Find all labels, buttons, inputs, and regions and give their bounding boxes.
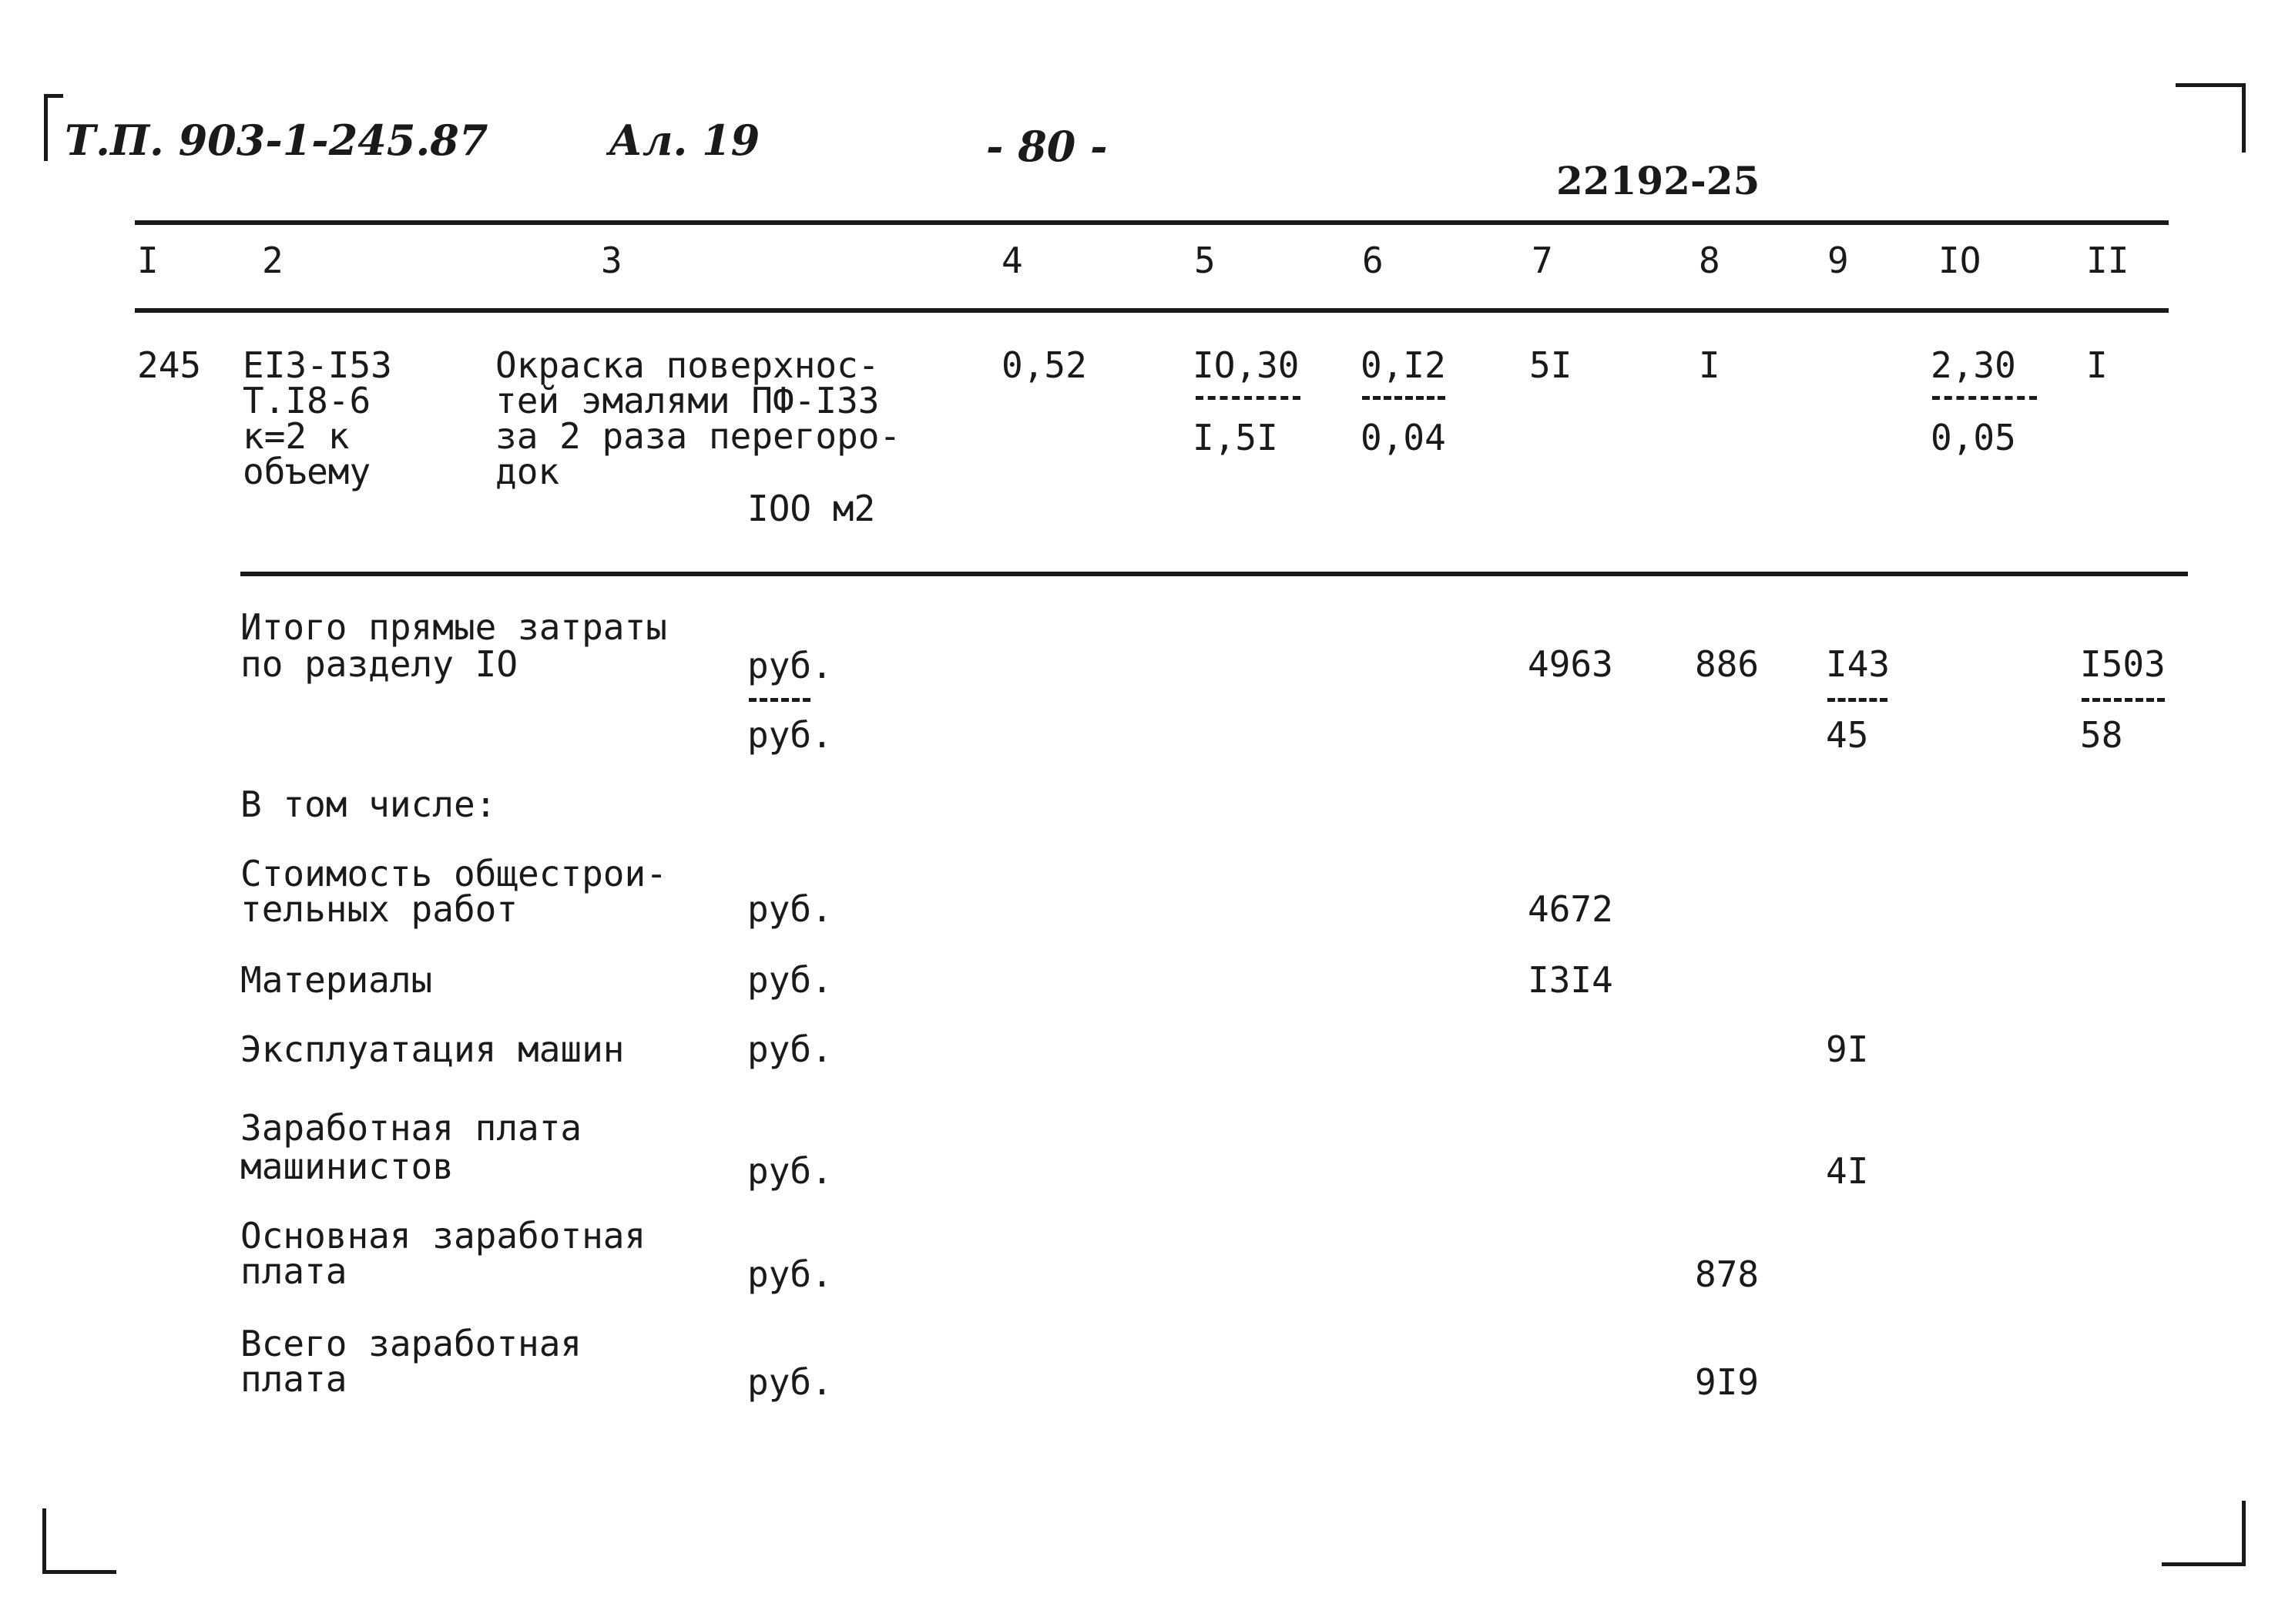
- cell-col7: 5I: [1529, 344, 1572, 386]
- fraction-line: [749, 698, 810, 702]
- col-header-8: 8: [1699, 240, 1720, 281]
- row-code-line: Т.I8-6: [243, 380, 371, 421]
- list-item-label: Материалы: [240, 959, 433, 1001]
- totals-col7: 4963: [1528, 643, 1613, 685]
- corner-mark-top-right: [2176, 83, 2246, 153]
- row-description-line: док: [495, 451, 560, 492]
- col-header-7: 7: [1532, 240, 1553, 281]
- cell-col6-bottom: 0,04: [1361, 417, 1446, 458]
- row-description-line: тей эмалями ПФ-I33: [495, 380, 880, 421]
- col-header-4: 4: [1002, 240, 1023, 281]
- list-item-label: Заработная плата: [240, 1107, 582, 1149]
- totals-col11-top: I503: [2080, 643, 2166, 685]
- fraction-line: [1827, 698, 1887, 702]
- cell-col11: I: [2086, 344, 2108, 386]
- totals-col8: 886: [1695, 643, 1760, 685]
- row-code-line: EI3-I53: [243, 344, 392, 386]
- totals-label-line: Итого прямые затраты: [240, 606, 667, 648]
- page-number: - 80 -: [986, 122, 1108, 171]
- row-code-line: к=2 к: [243, 415, 350, 457]
- fraction-line: [1932, 396, 2037, 400]
- row-unit: IOO м2: [747, 488, 876, 529]
- cell-col5-top: IO,30: [1193, 344, 1300, 386]
- row-description-line: Окраска поверхнос-: [495, 344, 880, 386]
- list-item-label: Стоимость общестрои-: [240, 853, 667, 894]
- list-item-col8: 878: [1695, 1253, 1760, 1295]
- totals-unit: руб.: [747, 714, 833, 756]
- col-header-6: 6: [1362, 240, 1384, 281]
- album-number: Ал. 19: [609, 116, 760, 165]
- fraction-line: [1362, 396, 1445, 400]
- row-description-line: за 2 раза перегоро-: [495, 415, 901, 457]
- list-item-label: плата: [240, 1250, 347, 1292]
- fraction-line: [1196, 396, 1300, 400]
- col-header-10: IO: [1938, 240, 1981, 281]
- col-header-11: II: [2086, 240, 2129, 281]
- list-item-label: плата: [240, 1358, 347, 1400]
- col-header-5: 5: [1194, 240, 1216, 281]
- list-item-unit: руб.: [747, 959, 833, 1001]
- list-item-col8: 9I9: [1695, 1361, 1760, 1403]
- header-top-rule: [135, 220, 2169, 225]
- list-item-unit: руб.: [747, 1361, 833, 1403]
- col-header-2: 2: [262, 240, 284, 281]
- including-label: В том числе:: [240, 783, 497, 825]
- cell-col5-bottom: I,5I: [1193, 417, 1278, 458]
- list-item-col7: I3I4: [1528, 959, 1613, 1001]
- totals-col9-top: I43: [1826, 643, 1891, 685]
- col-header-3: 3: [601, 240, 622, 281]
- cell-col8: I: [1699, 344, 1720, 386]
- cell-col10-top: 2,30: [1931, 344, 2016, 386]
- totals-col9-bottom: 45: [1826, 714, 1869, 756]
- col-header-9: 9: [1827, 240, 1849, 281]
- list-item-col9: 9I: [1826, 1028, 1869, 1070]
- row-number: 245: [137, 344, 202, 386]
- doc-number: 22192-25: [1556, 158, 1760, 203]
- header-bottom-rule: [135, 308, 2169, 313]
- list-item-label: Эксплуатация машин: [240, 1028, 625, 1070]
- list-item-col9: 4I: [1826, 1150, 1869, 1192]
- row-code-line: объему: [243, 451, 371, 492]
- totals-col11-bottom: 58: [2080, 714, 2123, 756]
- totals-label-line: по разделу IO: [240, 643, 518, 685]
- project-code: Т.П. 903-1-245.87: [65, 116, 488, 165]
- list-item-label: Всего заработная: [240, 1323, 582, 1364]
- list-item-label: Основная заработная: [240, 1215, 646, 1257]
- list-item-unit: руб.: [747, 888, 833, 930]
- col-header-1: I: [137, 240, 159, 281]
- section-rule: [240, 572, 2188, 576]
- list-item-label: машинистов: [240, 1146, 454, 1187]
- list-item-col7: 4672: [1528, 888, 1613, 930]
- list-item-unit: руб.: [747, 1253, 833, 1295]
- corner-mark-bottom-left: [42, 1508, 116, 1574]
- list-item-label: тельных работ: [240, 888, 518, 930]
- totals-unit: руб.: [747, 645, 833, 686]
- corner-mark-bottom-right: [2162, 1501, 2246, 1566]
- corner-mark-top-left: [44, 94, 63, 161]
- cell-col6-top: 0,I2: [1361, 344, 1446, 386]
- cell-col4: 0,52: [1002, 344, 1087, 386]
- cell-col10-bottom: 0,05: [1931, 417, 2016, 458]
- fraction-line: [2082, 698, 2165, 702]
- list-item-unit: руб.: [747, 1028, 833, 1070]
- list-item-unit: руб.: [747, 1150, 833, 1192]
